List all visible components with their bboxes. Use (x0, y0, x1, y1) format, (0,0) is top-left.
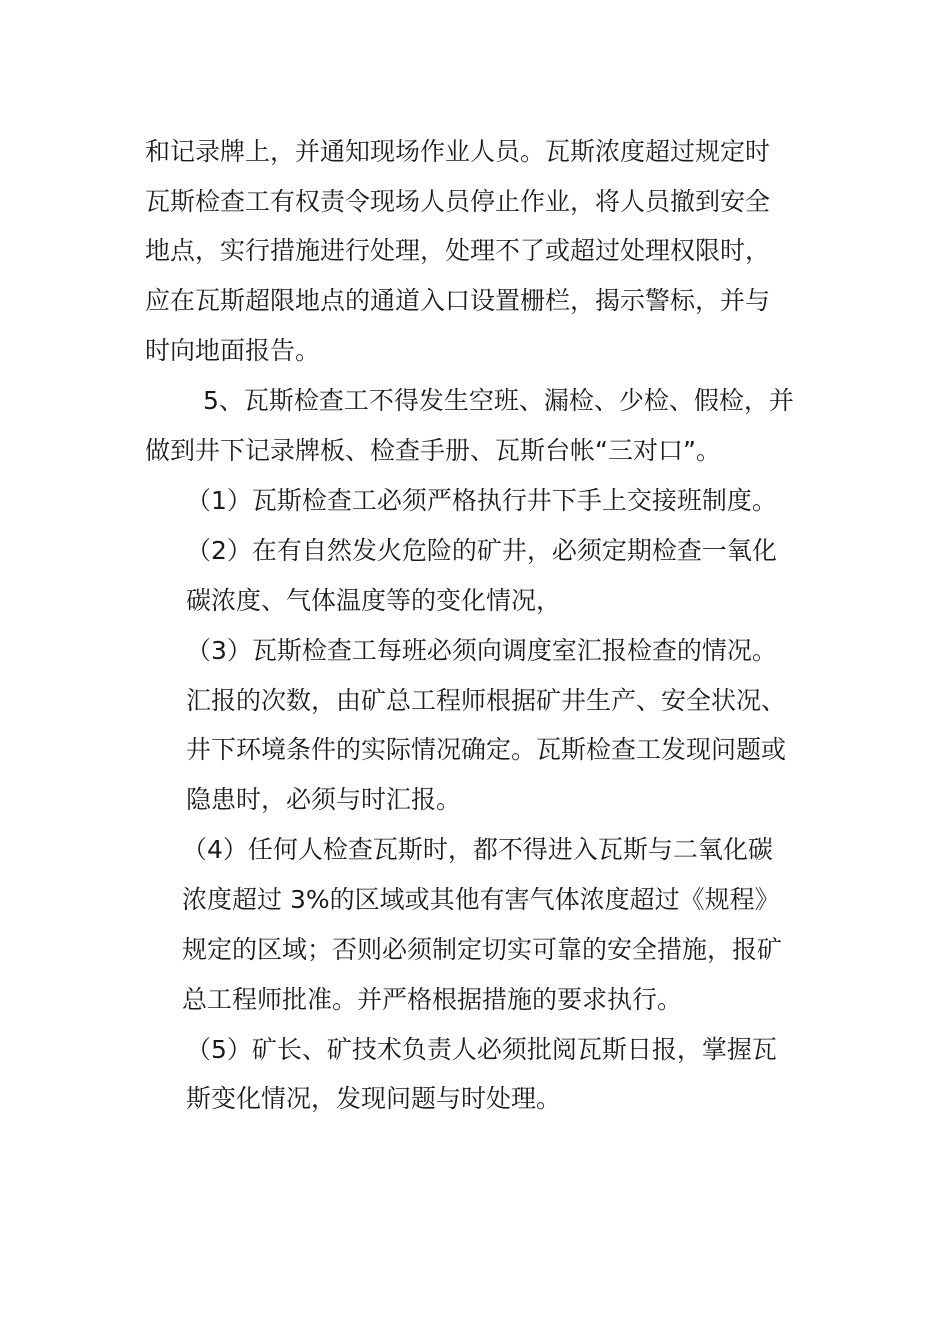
text-line: 浓度超过 3%的区域或其他有害气体浓度超过《规程》 (182, 885, 780, 914)
text-line: （5）矿长、矿技术负责人必须批阅瓦斯日报，掌握瓦 (186, 1035, 777, 1064)
text-line: 井下环境条件的实际情况确定。瓦斯检查工发现问题或 (186, 735, 787, 764)
text-line: 时向地面报告。 (145, 336, 321, 365)
text-line: 汇报的次数，由矿总工程师根据矿井生产、安全状况、 (186, 686, 787, 715)
text-line: 应在瓦斯超限地点的通道入口设置栅栏，揭示警标，并与 (145, 286, 771, 315)
text-line: （3）瓦斯检查工每班必须向调度室汇报检查的情况。 (186, 636, 777, 665)
text-line: 做到井下记录牌板、检查手册、瓦斯台帐“三对口”。 (145, 436, 721, 465)
text-line: 碳浓度、气体温度等的变化情况， (186, 586, 562, 615)
text-line: 规定的区域；否则必须制定切实可靠的安全措施，报矿 (182, 935, 783, 964)
text-line: 瓦斯检查工有权责令现场人员停止作业，将人员撤到安全 (145, 187, 771, 216)
text-line: 5、瓦斯检查工不得发生空班、漏检、少检、假检，并 (203, 386, 794, 415)
text-line: 总工程师批准。并严格根据措施的要求执行。 (182, 985, 683, 1014)
text-line: 斯变化情况，发现问题与时处理。 (186, 1084, 562, 1113)
text-line: （1）瓦斯检查工必须严格执行井下手上交接班制度。 (186, 486, 777, 515)
text-line: （4）任何人检查瓦斯时，都不得进入瓦斯与二氧化碳 (182, 835, 773, 864)
text-line: 地点，实行措施进行处理，处理不了或超过处理权限时， (145, 236, 771, 265)
text-line: （2）在有自然发火危险的矿井，必须定期检查一氧化 (186, 536, 777, 565)
text-line: 和记录牌上，并通知现场作业人员。瓦斯浓度超过规定时 (145, 137, 771, 166)
text-line: 隐患时，必须与时汇报。 (186, 785, 462, 814)
